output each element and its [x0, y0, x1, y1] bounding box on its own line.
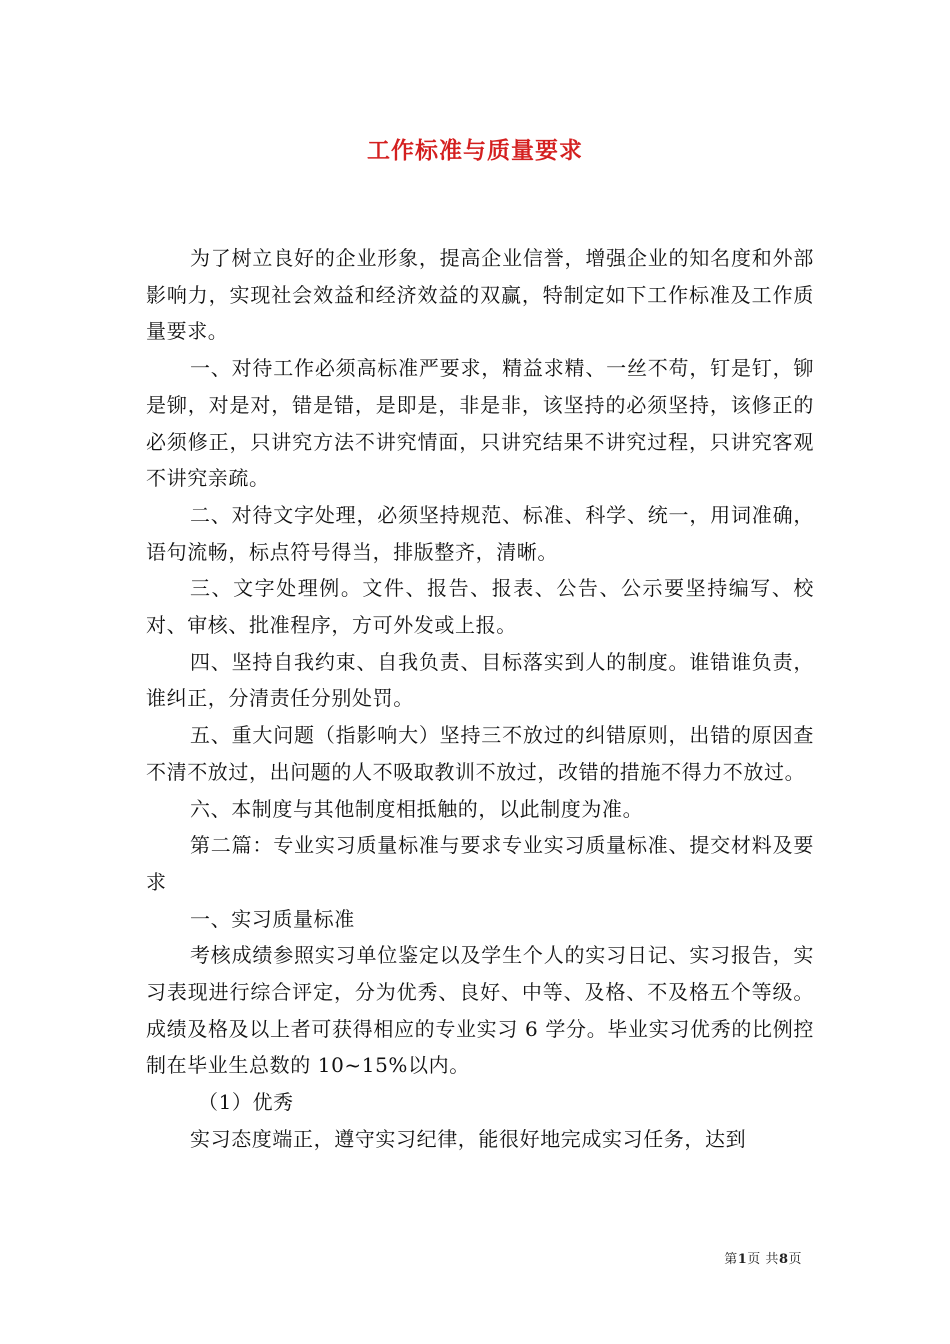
- paragraph-excellent-desc: 实习态度端正，遵守实习纪律，能很好地完成实习任务，达到: [190, 1126, 747, 1151]
- footer-suffix: 页: [788, 1252, 802, 1267]
- paragraph-assessment: 考核成绩参照实习单位鉴定以及学生个人的实习日记、实习报告，实习表现进行综合评定，分为优秀、良好、中等、及格、不及格五个等级。成绩及格及以上者可获得相应的专业实习 6 学分。毕业实习优秀的比例控制在毕业生总数的 10~15%以内。: [146, 943, 814, 1078]
- paragraph-part-two-heading: 第二篇：专业实习质量标准与要求专业实习质量标准、提交材料及要求: [146, 833, 814, 894]
- paragraph-grade-excellent: （1）优秀: [198, 1090, 294, 1115]
- page-footer: [724, 1248, 802, 1267]
- footer-middle: 页 共: [747, 1252, 779, 1267]
- footer-page-number: 1: [737, 1252, 748, 1267]
- paragraph-intro: 为了树立良好的企业形象，提高企业信誉，增强企业的知名度和外部影响力，实现社会效益和经济效益的双赢，特制定如下工作标准及工作质量要求。: [146, 246, 814, 344]
- paragraph-section-heading: 一、实习质量标准: [190, 906, 355, 931]
- paragraph-item-4: 四、坚持自我约束、自我负责、目标落实到人的制度。谁错谁负责，谁纠正，分清责任分别处罚。: [146, 649, 814, 711]
- footer-total-pages: 8: [778, 1252, 789, 1267]
- paragraph-item-3: 三、文字处理例。文件、报告、报表、公告、公示要坚持编写、校对、审核、批准程序，方可外发或上报。: [146, 576, 814, 638]
- footer-prefix: 第: [724, 1252, 738, 1267]
- document-body: [146, 240, 814, 1158]
- paragraph-item-1: 一、对待工作必须高标准严要求，精益求精、一丝不苟，钉是钉，铆是铆，对是对，错是错，是即是，非是非，该坚持的必须坚持，该修正的必须修正，只讲究方法不讲究情面，只讲究结果不讲究过程，只讲究客观不讲究亲疏。: [146, 356, 814, 491]
- document-title: 工作标准与质量要求: [367, 137, 583, 164]
- paragraph-item-6: 六、本制度与其他制度相抵触的，以此制度为准。: [190, 796, 644, 821]
- paragraph-item-2: 二、对待文字处理，必须坚持规范、标准、科学、统一，用词准确，语句流畅，标点符号得当，排版整齐，清晰。: [146, 502, 814, 564]
- paragraph-item-5: 五、重大问题（指影响大）坚持三不放过的纠错原则，出错的原因查不清不放过，出问题的人不吸取教训不放过，改错的措施不得力不放过。: [146, 723, 814, 784]
